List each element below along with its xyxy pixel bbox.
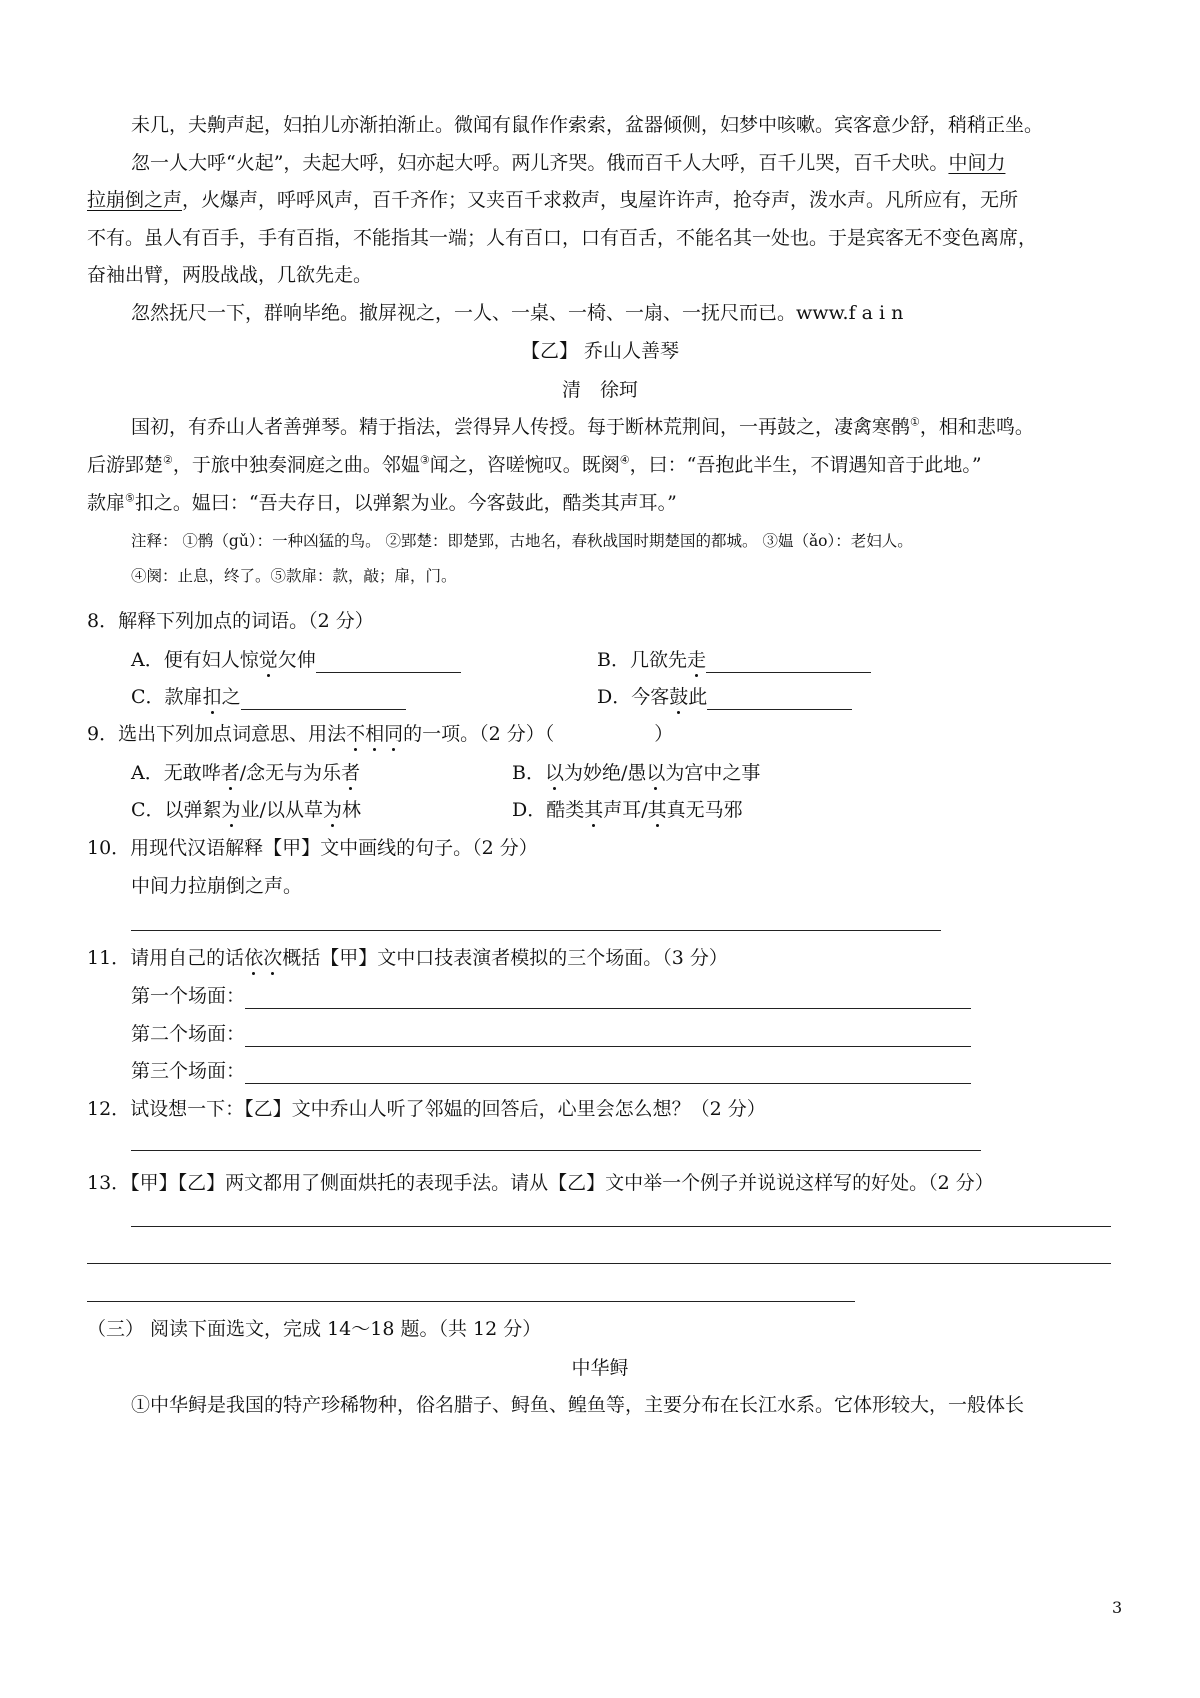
question-10-sentence: 中间力拉崩倒之声。 [131, 875, 303, 897]
question-12-stem: 12．试设想一下：【乙】文中乔山人听了邻媪的回答后，心里会怎么想？（2 分） [87, 1098, 766, 1120]
question-10-stem: 10．用现代汉语解释【甲】文中画线的句子。（2 分） [87, 837, 538, 859]
question-8-option-c: C．款扉扣之 [131, 684, 406, 710]
passage-yi-line-3: 款扉⑤扣之。媪曰：“吾夫存日，以弹絮为业。今客鼓此，酷类其声耳。” [87, 491, 677, 514]
footnote-marker-2: ② [163, 453, 173, 467]
footnotes-line-1: 注释： ①鹘（gǔ）：一种凶猛的鸟。 ②郢楚：即楚郢，古地名，春秋战国时期楚国的都城。 ③媪（ǎo）：老妇人。 [131, 532, 913, 550]
passage-jia-paragraph-2-line-1: 忽一人大呼“火起”，夫起大呼，妇亦起大呼。两儿齐哭。俄而百千人大呼，百千儿哭，百千犬吠。中间力 [131, 152, 1006, 174]
passage-jia-paragraph-3: 忽然抚尺一下，群响毕绝。撤屏视之，一人、一桌、一椅、一扇、一抚尺而已。www.f a i n [131, 302, 904, 324]
footnote-marker-3: ③ [419, 453, 430, 467]
question-11-scene-2: 第二个场面： [131, 1021, 971, 1047]
passage-jia-paragraph-2-line-2: 拉崩倒之声，火爆声，呼呼风声，百千齐作；又夹百千求救声，曳屋许许声，抢夺声，泼水声。凡所应有，无所 [87, 189, 1019, 211]
answer-blank-8b[interactable] [706, 652, 871, 673]
question-11-scene-1: 第一个场面： [131, 983, 971, 1009]
question-9-stem: 9．选出下列加点词意思、用法不相同的一项。（2 分）（ ） [87, 723, 674, 745]
section-3-paragraph-1: ①中华鲟是我国的特产珍稀物种，俗名腊子、鲟鱼、鳇鱼等，主要分布在长江水系。它体形较大，一般体长 [131, 1394, 1025, 1416]
answer-blank-8c[interactable] [241, 689, 406, 710]
underlined-sentence-part-1: 中间力 [948, 152, 1006, 174]
footnote-marker-4: ④ [619, 453, 630, 467]
footnote-marker-1: ① [910, 415, 920, 429]
answer-blank-8a[interactable] [316, 652, 461, 673]
footnote-marker-5: ⑤ [125, 491, 135, 505]
page-number: 3 [1112, 1598, 1123, 1617]
answer-line-13-2[interactable] [87, 1263, 1111, 1264]
underlined-sentence-part-2: 拉崩倒之声 [87, 189, 183, 211]
question-11-scene-3: 第三个场面： [131, 1058, 971, 1084]
passage-yi-line-1: 国初，有乔山人者善弹琴。精于指法，尝得异人传授。每于断林荒荆间，一再鼓之，凄禽寒鹘①，相和悲鸣。 [131, 415, 1034, 438]
section-3-heading: （三） 阅读下面选文，完成 14～18 题。（共 12 分） [87, 1318, 542, 1340]
passage-yi-line-2: 后游郢楚②，于旅中独奏洞庭之曲。邻媪③闻之，咨嗟惋叹。既阕④，曰：“吾抱此半生，不谓遇知音于此地。” [87, 453, 982, 476]
answer-blank-11-3[interactable] [245, 1063, 971, 1084]
question-8-option-b: B．几欲先走 [597, 647, 871, 673]
footnotes-line-2: ④阕：止息，终了。⑤款扉：款，敲；扉，门。 [131, 567, 457, 585]
question-8-option-a: A．便有妇人惊觉欠伸 [131, 647, 461, 673]
question-8-option-d: D．今客鼓此 [597, 684, 852, 710]
passage-yi-author: 清 徐珂 [561, 379, 638, 401]
question-13-stem: 13．【甲】【乙】两文都用了侧面烘托的表现手法。请从【乙】文中举一个例子并说说这样写的好处。（2 分） [87, 1172, 994, 1194]
question-9-option-b: B．以为妙绝/愚以为宫中之事 [512, 762, 761, 784]
answer-blank-8d[interactable] [707, 689, 852, 710]
question-11-stem: 11．请用自己的话依次概括【甲】文中口技表演者模拟的三个场面。（3 分） [87, 947, 728, 969]
answer-line-13-3[interactable] [87, 1301, 855, 1302]
answer-blank-11-2[interactable] [245, 1026, 971, 1047]
answer-line-13-1[interactable] [131, 1226, 1111, 1227]
passage-jia-paragraph-1: 未几，夫齁声起，妇拍儿亦渐拍渐止。微闻有鼠作作索索，盆器倾侧，妇梦中咳嗽。宾客意少舒，稍稍正坐。 [131, 114, 1044, 136]
answer-line-10[interactable] [131, 930, 941, 931]
passage-jia-paragraph-2-line-4: 奋袖出臂，两股战战，几欲先走。 [87, 264, 373, 286]
answer-blank-11-1[interactable] [245, 988, 971, 1009]
section-3-title: 中华鲟 [571, 1357, 629, 1379]
answer-line-12[interactable] [131, 1150, 981, 1151]
question-9-option-a: A．无敢哗者/念无与为乐者 [131, 762, 361, 784]
passage-yi-title: 【乙】 乔山人善琴 [520, 340, 680, 362]
question-9-option-d: D．酷类其声耳/其真无马邪 [512, 799, 743, 821]
passage-jia-paragraph-2-line-3: 不有。虽人有百手，手有百指，不能指其一端；人有百口，口有百舌，不能名其一处也。于是宾客无不变色离席， [87, 227, 1038, 249]
question-8-stem: 8．解释下列加点的词语。（2 分） [87, 610, 374, 632]
question-9-option-c: C．以弹絮为业/以从草为林 [131, 799, 361, 821]
